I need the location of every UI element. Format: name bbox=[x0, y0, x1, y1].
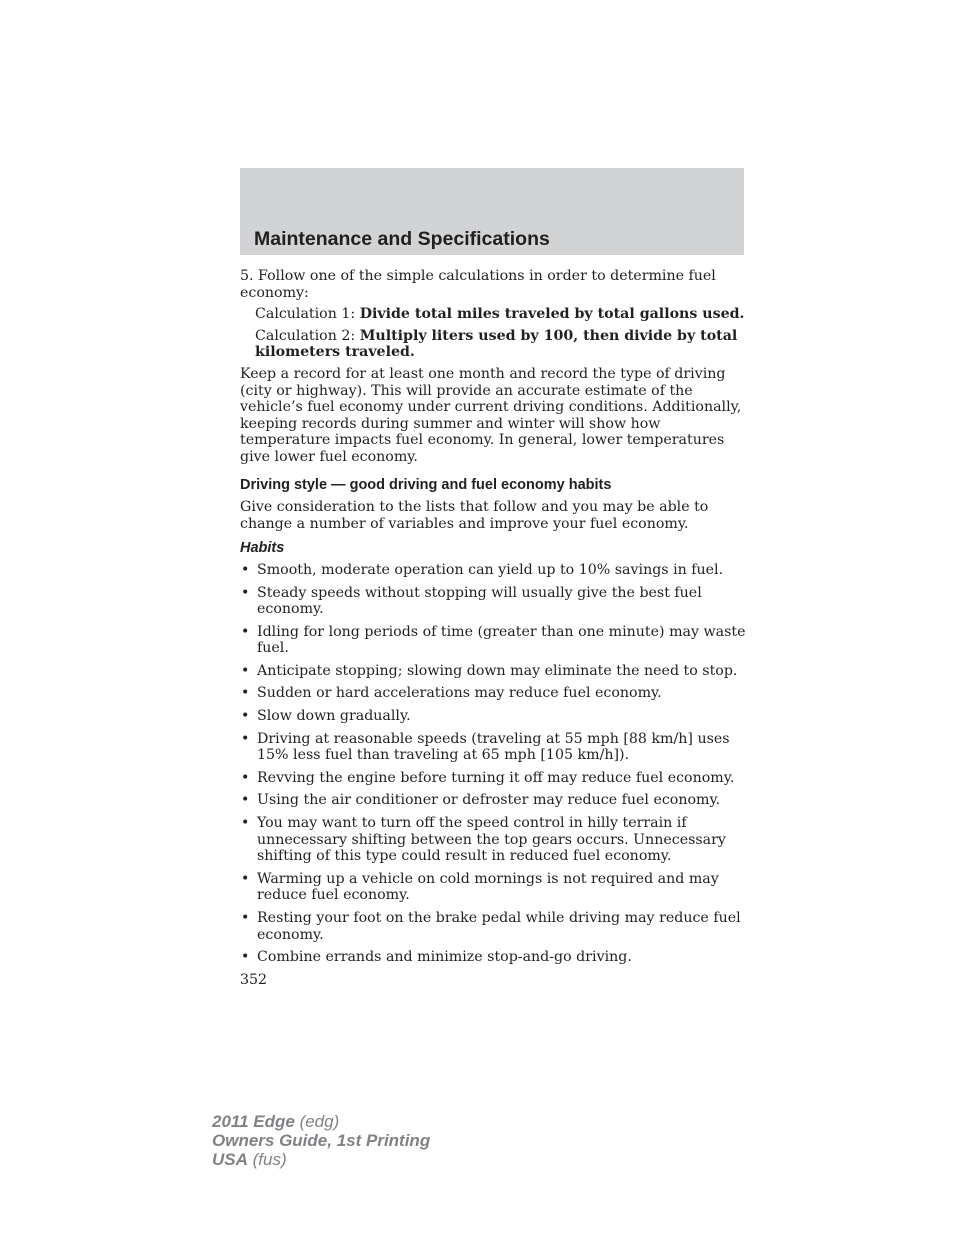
page-number: 352 bbox=[240, 971, 268, 988]
list-item bbox=[240, 731, 746, 764]
section-title: Maintenance and Specifications bbox=[254, 228, 550, 250]
section-header-band bbox=[240, 168, 744, 255]
list-item-text: Steady speeds without stopping will usually give the best fuel economy. bbox=[257, 584, 702, 618]
list-item-text: Revving the engine before turning it off may reduce fuel economy. bbox=[257, 769, 735, 786]
bullet-icon: • bbox=[241, 870, 250, 887]
list-item bbox=[240, 708, 746, 725]
list-item bbox=[240, 663, 746, 680]
calculation-2 bbox=[240, 328, 746, 361]
page-body bbox=[240, 268, 746, 988]
bullet-icon: • bbox=[241, 910, 250, 926]
footer-market-name: USA bbox=[212, 1150, 248, 1169]
list-item-text: Smooth, moderate operation can yield up to 10% savings in fuel. bbox=[257, 561, 724, 578]
bullet-icon: • bbox=[241, 792, 250, 809]
list-item-text: Anticipate stopping; slowing down may eliminate the need to stop. bbox=[257, 662, 738, 679]
calculation-2-label: Calculation 2: bbox=[255, 327, 360, 344]
list-item bbox=[240, 815, 746, 865]
list-item bbox=[240, 585, 746, 618]
list-item-text: Resting your foot on the brake pedal while driving may reduce fuel economy. bbox=[257, 910, 741, 943]
record-paragraph: Keep a record for at least one month and record the type of driving (city or highway). This will provide an accurate estimate of the vehicle’s fuel economy under current driving conditions. Additionally, keeping records during summer and winter will show how temperature impacts fuel economy. In general, lower temperatures give lower fuel economy. bbox=[240, 365, 742, 465]
footer-model-code: (edg) bbox=[294, 1112, 340, 1131]
calculation-2-formula: Multiply liters used by 100, then divide by total kilometers traveled. bbox=[255, 327, 738, 361]
calculation-1-label: Calculation 1: bbox=[255, 306, 360, 323]
footer-model-name: 2011 Edge bbox=[212, 1112, 295, 1131]
bullet-icon: • bbox=[241, 623, 250, 640]
list-item-text: Slow down gradually. bbox=[257, 708, 411, 725]
bullet-icon: • bbox=[241, 730, 250, 747]
list-item-text: Sudden or hard accelerations may reduce fuel economy. bbox=[257, 685, 662, 702]
list-item-text: Driving at reasonable speeds (traveling at 55 mph [88 km/h] uses 15% less fuel than traveling at 65 mph [105 km/h]). bbox=[257, 730, 730, 764]
bullet-icon: • bbox=[241, 949, 250, 966]
bullet-icon: • bbox=[241, 561, 250, 578]
calculation-1-formula: Divide total miles traveled by total gallons used. bbox=[359, 306, 745, 323]
bullet-icon: • bbox=[241, 685, 250, 702]
list-item-text: Using the air conditioner or defroster may reduce fuel economy. bbox=[257, 792, 721, 809]
footer-line-guide bbox=[212, 1131, 430, 1150]
habits-list bbox=[240, 562, 746, 966]
footer-line-model bbox=[212, 1112, 430, 1131]
list-item bbox=[240, 624, 746, 657]
habits-heading: Habits bbox=[240, 540, 285, 557]
list-item-text: Warming up a vehicle on cold mornings is not required and may reduce fuel economy. bbox=[257, 870, 719, 904]
footer-line-market bbox=[212, 1150, 430, 1169]
bullet-icon: • bbox=[241, 584, 250, 601]
list-item-text: Idling for long periods of time (greater than one minute) may waste fuel. bbox=[257, 623, 746, 657]
list-item bbox=[240, 871, 746, 904]
list-item-text: Combine errands and minimize stop-and-go driving. bbox=[257, 949, 632, 966]
bullet-icon: • bbox=[241, 815, 250, 832]
footer-guide-name: Owners Guide, 1st Printing bbox=[212, 1131, 431, 1150]
bullet-icon: • bbox=[241, 662, 250, 679]
list-item bbox=[240, 562, 746, 579]
driving-style-heading: Driving style — good driving and fuel economy habits bbox=[240, 476, 612, 493]
list-item-text: You may want to turn off the speed control in hilly terrain if unnecessary shifting between the top gears occurs. Unnecessary shifting of this type could result in reduced fuel economy. bbox=[257, 815, 726, 865]
footer-market-code: (fus) bbox=[247, 1150, 287, 1169]
list-item bbox=[240, 792, 746, 809]
calculation-1 bbox=[240, 306, 746, 323]
step-5-paragraph: 5. Follow one of the simple calculations in order to determine fuel economy: bbox=[240, 268, 716, 301]
document-footer bbox=[212, 1112, 430, 1169]
driving-style-intro: Give consideration to the lists that follow and you may be able to change a number of variables and improve your fuel economy. bbox=[240, 499, 709, 532]
list-item bbox=[240, 770, 746, 787]
list-item bbox=[240, 949, 746, 966]
bullet-icon: • bbox=[241, 708, 250, 725]
list-item bbox=[240, 910, 746, 943]
bullet-icon: • bbox=[241, 769, 250, 786]
list-item bbox=[240, 685, 746, 702]
